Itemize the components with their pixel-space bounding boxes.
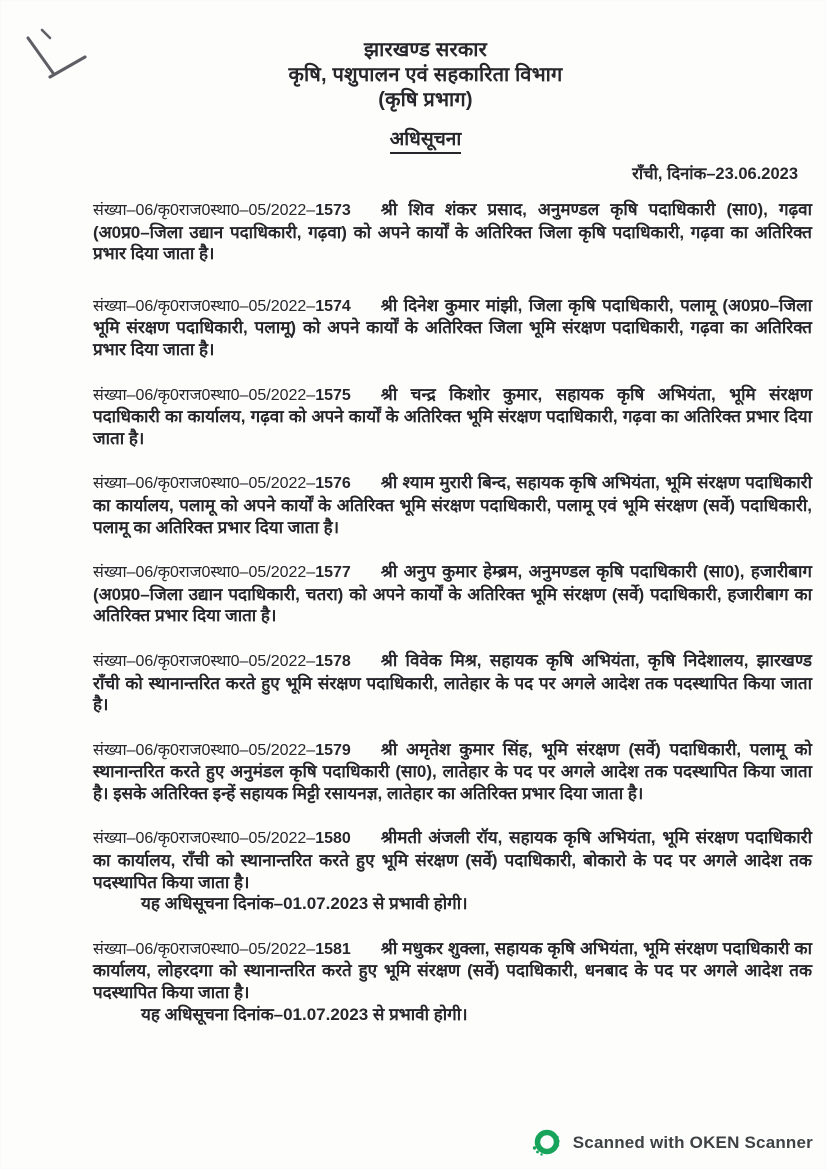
document-body	[93, 38, 812, 1048]
reference-serial: 1579	[315, 741, 351, 759]
reference-number	[93, 564, 351, 581]
oken-scanner-logo-icon	[530, 1127, 562, 1159]
document-title-row	[66, 125, 785, 154]
document-title: अधिसूचना	[390, 125, 462, 154]
reference-prefix: संख्या–06/कृ0राज0स्था0–05/2022–	[93, 297, 316, 315]
item-text: श्री श्याम मुरारी बिन्द, सहायक कृषि अभियंता, भूमि संरक्षण पदाधिकारी का कार्यालय, पलामू को अपने कार्यों के अतिरिक्त भूमि संरक्षण पदाधिकारी, पलामू एवं भूमि संरक्षण (सर्वे) पदाधिकारी, पलामू का अतिरिक्त प्रभार दिया जाता है।	[93, 473, 812, 537]
notification-item-1574	[93, 295, 812, 361]
reference-number	[93, 941, 351, 958]
reference-serial: 1580	[315, 830, 351, 848]
reference-serial: 1575	[315, 386, 351, 404]
scanner-watermark	[530, 1127, 813, 1159]
reference-number	[93, 475, 351, 492]
reference-prefix: संख्या–06/कृ0राज0स्था0–05/2022–	[93, 741, 316, 759]
reference-prefix: संख्या–06/कृ0राज0स्था0–05/2022–	[93, 202, 316, 219]
notification-item-1573	[93, 199, 812, 265]
reference-serial: 1573	[315, 202, 351, 219]
reference-prefix: संख्या–06/कृ0राज0स्था0–05/2022–	[93, 386, 316, 404]
reference-prefix: संख्या–06/कृ0राज0स्था0–05/2022–	[93, 475, 316, 493]
item-text: श्रीमती अंजली रॉय, सहायक कृषि अभियंता, भूमि संरक्षण पदाधिकारी का कार्यालय, राँची को स्थानान्तरित करते हुए भूमि संरक्षण (सर्वे) पदाधिकारी, बोकारो के पद पर अगले आदेश तक पदस्थापित किया जाता है।	[93, 828, 812, 892]
reference-serial: 1576	[315, 475, 351, 493]
reference-number	[93, 742, 351, 759]
reference-prefix: संख्या–06/कृ0राज0स्था0–05/2022–	[93, 830, 316, 848]
item-text: श्री अनुप कुमार हेम्ब्रम, अनुमण्डल कृषि पदाधिकारी (सा0), हजारीबाग (अ0प्र0–जिला उद्यान पदाधिकारी, चतरा) को अपने कार्यों के अतिरिक्त भूमि संरक्षण (सर्वे) पदाधिकारी, हजारीबाग का अतिरिक्त प्रभार दिया जाता है।	[93, 562, 812, 626]
item-text: श्री दिनेश कुमार मांझी, जिला कृषि पदाधिकारी, पलामू (अ0प्र0–जिला भूमि संरक्षण पदाधिकारी, पलामू) को अपने कार्यों के अतिरिक्त जिला भूमि संरक्षण पदाधिकारी, गढ़वा का अतिरिक्त प्रभार दिया जाता है।	[93, 295, 812, 359]
reference-number	[93, 387, 351, 404]
notification-item-1579	[93, 739, 812, 805]
reference-serial: 1581	[315, 940, 351, 958]
reference-number	[93, 202, 351, 219]
reference-number	[93, 298, 351, 315]
document-header	[66, 38, 785, 113]
department-name: कृषि, पशुपालन एवं सहकारिता विभाग	[288, 64, 563, 86]
reference-prefix: संख्या–06/कृ0राज0स्था0–05/2022–	[93, 652, 316, 670]
reference-serial: 1577	[315, 564, 351, 582]
notification-item-1577	[93, 561, 812, 627]
item-text: श्री विवेक मिश्र, सहायक कृषि अभियंता, कृषि निदेशालय, झारखण्ड राँची को स्थानान्तरित करते हुए भूमि संरक्षण पदाधिकारी, लातेहार के पद पर अगले आदेश तक पदस्थापित किया जाता है।	[93, 650, 812, 715]
effective-date-note: यह अधिसूचना दिनांक–01.07.2023 से प्रभावी होगी।	[141, 894, 468, 914]
reference-number	[93, 653, 351, 670]
reference-number	[93, 830, 351, 847]
notification-item-1580	[93, 827, 812, 914]
reference-serial: 1574	[315, 297, 351, 315]
reference-prefix: संख्या–06/कृ0राज0स्था0–05/2022–	[93, 940, 316, 958]
notification-items	[93, 199, 812, 1025]
item-text: श्री चन्द्र किशोर कुमार, सहायक कृषि अभियंता, भूमि संरक्षण पदाधिकारी का कार्यालय, गढ़वा को अपने कार्यों के अतिरिक्त भूमि संरक्षण पदाधिकारी, गढ़वा का अतिरिक्त प्रभार दिया जाता है।	[93, 384, 812, 448]
reference-prefix: संख्या–06/कृ0राज0स्था0–05/2022–	[93, 564, 316, 582]
item-text: श्री अमृतेश कुमार सिंह, भूमि संरक्षण (सर्वे) पदाधिकारी, पलामू को स्थानान्तरित करते हुए अनुमंडल कृषि पदाधिकारी (सा0), लातेहार के पद पर अगले आदेश तक पदस्थापित किया जाता है। इसके अतिरिक्त इन्हें सहायक मिट्टी रसायनज्ञ, लातेहार का अतिरिक्त प्रभार दिया जाता है।	[93, 739, 812, 803]
reference-serial: 1578	[315, 652, 351, 670]
scanner-watermark-label: Scanned with OKEN Scanner	[572, 1133, 813, 1152]
item-text: श्री मधुकर शुक्ला, सहायक कृषि अभियंता, भूमि संरक्षण पदाधिकारी का कार्यालय, लोहरदगा को स्थानान्तरित करते हुए भूमि संरक्षण (सर्वे) पदाधिकारी, धनबाद के पद पर अगले आदेश तक पदस्थापित किया जाता है।	[93, 938, 812, 1003]
item-text: श्री शिव शंकर प्रसाद, अनुमण्डल कृषि पदाधिकारी (सा0), गढ़वा (अ0प्र0–जिला उद्यान पदाधिकारी, गढ़वा) को अपने कार्यों के अतिरिक्त जिला कृषि पदाधिकारी, गढ़वा का अतिरिक्त प्रभार दिया जाता है।	[93, 200, 812, 264]
government-name: झारखण्ड सरकार	[363, 39, 488, 61]
place-and-date: राँची, दिनांक–23.06.2023	[632, 165, 798, 183]
notification-item-1576	[93, 472, 812, 538]
notification-item-1575	[93, 384, 812, 450]
notification-item-1578	[93, 650, 812, 716]
division-name: (कृषि प्रभाग)	[378, 89, 473, 111]
notification-item-1581	[93, 938, 812, 1025]
effective-date-note: यह अधिसूचना दिनांक–01.07.2023 से प्रभावी होगी।	[141, 1004, 468, 1024]
